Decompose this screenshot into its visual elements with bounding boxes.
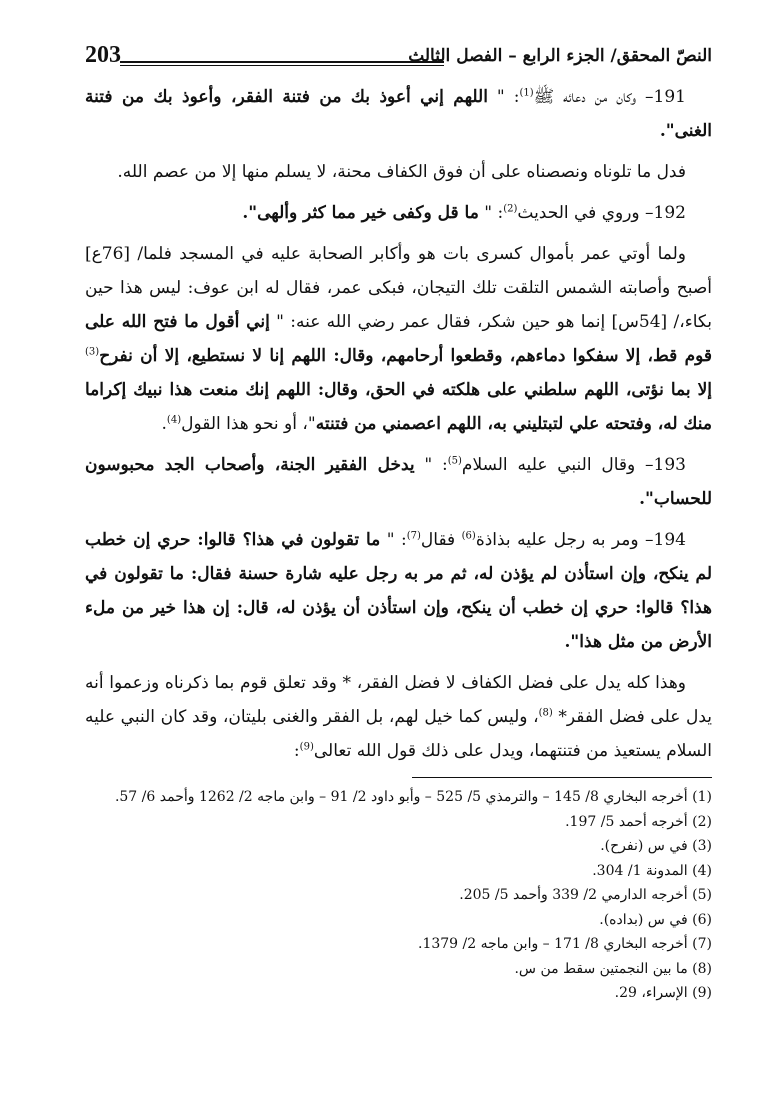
footnote-ref: (6) [461, 530, 476, 542]
page-number: 203 [85, 42, 121, 68]
quoted-text: اللهم إني أعوذ بك من فتنة الفقر، وأعوذ بك من فتنة الغنى". [85, 87, 712, 141]
footnote: (7) أخرجه البخاري 8/ 171 – وابن ماجه 2/ 1379. [418, 936, 712, 952]
paragraph [85, 523, 712, 659]
paragraph [85, 80, 712, 148]
footnote-ref: (9) [299, 741, 314, 753]
footnote: (3) في س (نفرح). [600, 838, 712, 854]
text-run: "، أو نحو هذا القول [181, 414, 316, 434]
footnote: (4) المدونة 1/ 304. [592, 862, 712, 879]
main-text [85, 80, 712, 775]
footnote: (1) أخرجه البخاري 8/ 145 – والترمذي 5/ 525 – وأبو داود 2/ 91 – وابن ماجه 2/ 1262 وأحمد 6/ 57. [114, 789, 712, 805]
header-title: النصّ المحقق/ الجزء الرابع – الفصل الثالث [408, 46, 712, 66]
paragraph [85, 196, 712, 230]
footnote-ref: (3) [85, 346, 100, 358]
footnote: (2) أخرجه أحمد 5/ 197. [565, 813, 712, 830]
text-run: . [161, 414, 167, 434]
paragraph [85, 237, 712, 441]
quoted-text: ما قل وكفى خير مما كثر وألهى". [242, 203, 479, 223]
footnote-ref: (7) [406, 530, 421, 542]
text-run: 192– وروي في الحديث [517, 203, 686, 223]
footnote-ref: (4) [166, 414, 182, 426]
text-run: 191– وكان من دعائه ﷺ [533, 87, 686, 107]
text-run: 194– ومر به رجل عليه بذاذة [475, 530, 686, 550]
text-run: : " [380, 530, 407, 550]
text-run: 193– وقال النبي عليه السلام [461, 455, 686, 475]
footnote: (8) ما بين النجمتين سقط من س. [514, 960, 712, 977]
paragraph [85, 155, 712, 189]
footnote-ref: (2) [503, 203, 518, 215]
footnote: (6) في س (بداده). [599, 911, 712, 928]
footnotes [85, 785, 712, 1006]
quoted-text: يدخل الفقير الجنة، وأصحاب الجد محبوسون للحساب". [85, 455, 712, 509]
text-run: : " [487, 87, 520, 107]
text-run: : " [414, 455, 448, 475]
quoted-text: إلا بما نؤتى، اللهم سلطني على هلكته في الحق، وقال: اللهم إنك منعت هذا نبيك إكراما منك له، وفتحته علي لتبتليني به، اللهم اعصمني من فتنته [85, 380, 712, 434]
text-run: : " [478, 203, 504, 223]
footnote: (5) أخرجه الدارمي 2/ 339 وأحمد 5/ 205. [459, 887, 712, 903]
footnote-ref: (8) [538, 707, 553, 719]
paragraph [85, 448, 712, 516]
header-rule [120, 61, 444, 66]
text-run: فدل ما تلوناه ونصصناه على أن فوق الكفاف محنة، لا يسلم منها إلا من عصم الله. [117, 162, 686, 182]
text-run: وهذا كله يدل على فضل الكفاف لا فضل الفقر، * وقد تعلق قوم بما ذكرناه وزعموا أنه يدل على فضل الفقر* [85, 673, 712, 727]
text-run: فقال [420, 530, 462, 550]
paragraph [85, 666, 712, 768]
footnote-separator [412, 777, 712, 778]
footnote-ref: (5) [447, 455, 462, 467]
quoted-text: إني أقول ما فتح الله على قوم قط، إلا سفكوا دماءهم، وقطعوا أرحامهم، وقال: اللهم إنا لا نستطيع، إلا أن نفرح [85, 312, 712, 366]
quoted-text: ما تقولون في هذا؟ قالوا: حري إن خطب لم ينكح، وإن استأذن لم يؤذن له، ثم مر به رجل عليه شارة حسنة فقال: ما تقولون في هذا؟ قالوا: حري إن خطب أن ينكح، وإن استأذن أن يؤذن له، قال: إن هذا خير من ملء الأرض من مثل هذا". [85, 530, 712, 652]
text-run: ، وليس كما خيل لهم، بل الفقر والغنى بليتان، وقد كان النبي عليه السلام يستعيذ من فتنتهما، ويدل على ذلك قول الله تعالى [85, 707, 712, 761]
running-header [85, 40, 712, 74]
text-run: ولما أوتي عمر بأموال كسرى بات هو وأكابر الصحابة عليه في المسجد فلما/ [76ع] أصبح وأصابته الشمس التلقت تلك التيجان، فبكى عمر، فقال له ابن عوف: ليس هذا حين بكاء،/ [54س] إنما هو حين شكر، فقال عمر رضي الله عنه: " [85, 244, 712, 332]
text-run: : [293, 741, 300, 761]
footnote: (9) الإسراء، 29. [614, 985, 712, 1001]
footnote-ref: (1) [519, 87, 534, 99]
